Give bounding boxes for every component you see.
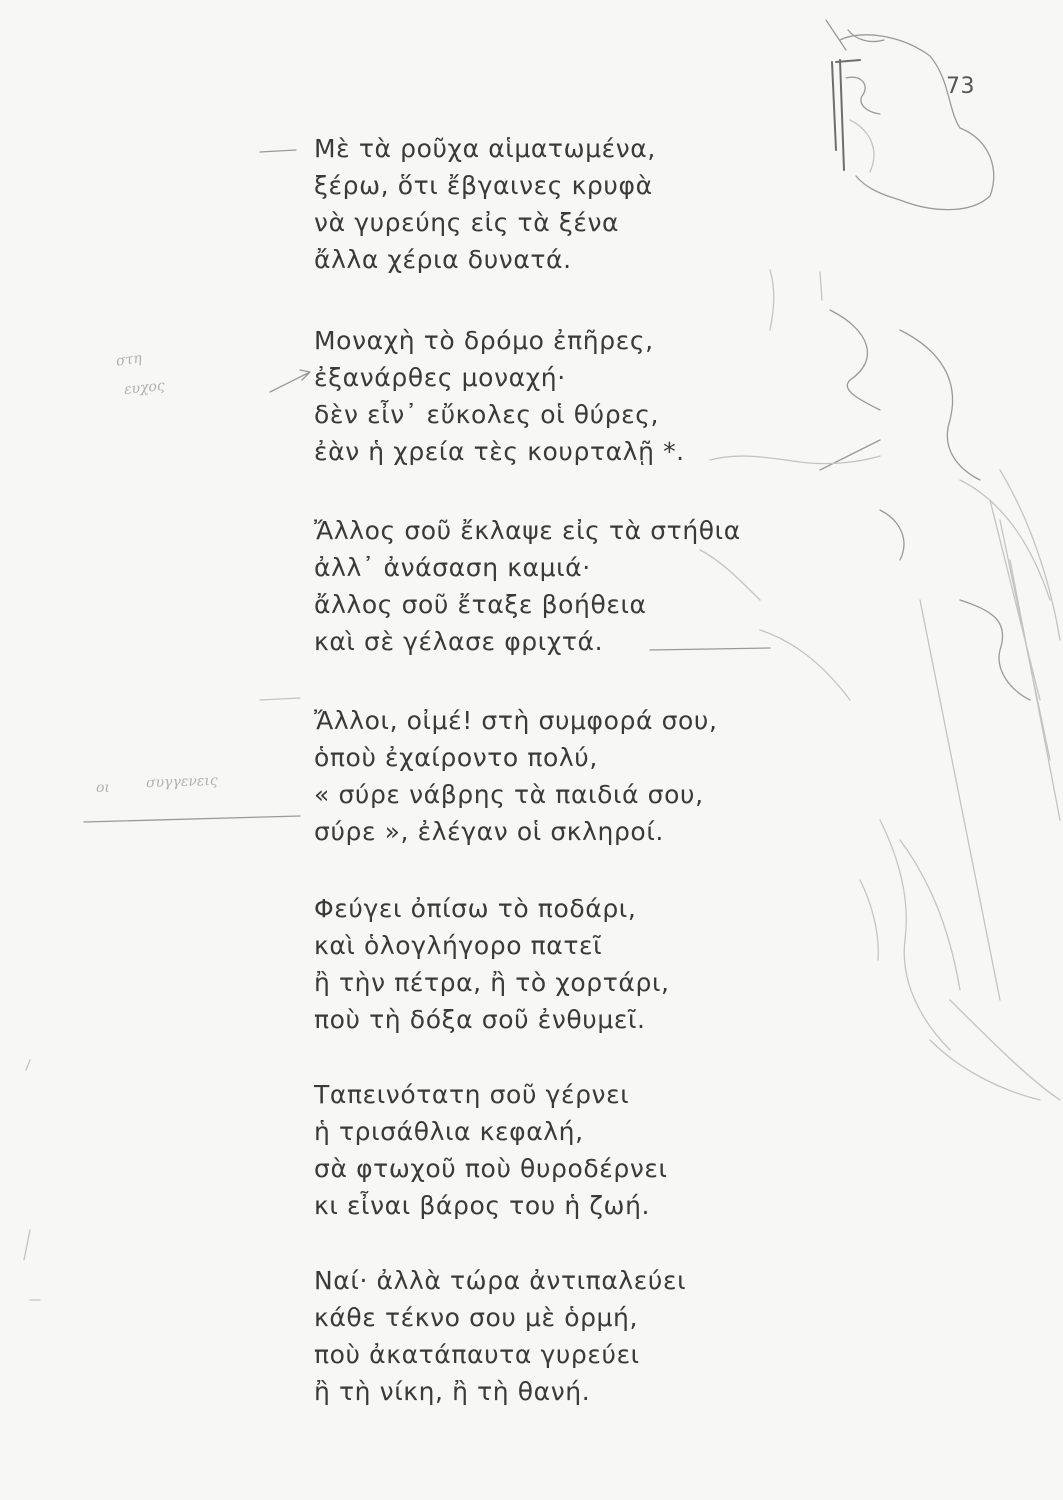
poem-line: ξέρω, ὅτι ἔβγαινες κρυφὰ [314,171,653,200]
poem-line: ποὺ τὴ δόξα σοῦ ἐνθυμεῖ. [314,1005,646,1034]
margin-note-4: συγγενεις [145,772,218,792]
poem-line: καὶ σὲ γέλασε φριχτά. [314,627,604,656]
margin-note-1: στη [115,350,143,370]
margin-note-3: οι [96,780,110,796]
poem-line: νὰ γυρεύης εἰς τὰ ξένα [314,208,620,237]
stanza-1 [314,130,656,278]
poem-line: ποὺ ἀκατάπαυτα γυρεύει [314,1340,640,1369]
poem-line: σύρε », ἐλέγαν οἱ σκληροί. [314,817,664,846]
stanza-6 [314,1076,668,1224]
stanza-5 [314,890,670,1038]
poem-line: ὁποὺ ἐχαίροντο πολύ, [314,743,598,772]
poem-line: σὰ φτωχοῦ ποὺ θυροδέρνει [314,1154,668,1183]
margin-note-2: ευχος [123,377,166,399]
stanza-4 [314,702,718,850]
poem-line: Μὲ τὰ ροῦχα αἱματωμένα, [314,134,656,163]
page-number: 73 [946,74,975,99]
poem-line: κι εἶναι βάρος του ἡ ζωή. [314,1191,651,1220]
poem-line: Ἄλλοι, οἰμέ! στὴ συμφορά σου, [314,706,718,735]
poem-line: Ταπεινότατη σοῦ γέρνει [314,1080,630,1109]
poem-line: Φεύγει ὀπίσω τὸ ποδάρι, [314,894,637,923]
poem-line: « σύρε νάβρης τὰ παιδιά σου, [314,780,704,809]
stanza-2 [314,322,685,470]
stanza-7 [314,1262,686,1410]
poem-line: Μοναχὴ τὸ δρόμο ἐπῆρες, [314,326,654,355]
poem-line: Ναί· ἀλλὰ τώρα ἀντιπαλεύει [314,1266,687,1295]
poem-line: κάθε τέκνο σου μὲ ὁρμή, [314,1303,639,1332]
poem-line: ἀλλ᾽ ἀνάσαση καμιά· [314,553,591,582]
poem-line: ἢ τὴν πέτρα, ἢ τὸ χορτάρι, [314,968,670,997]
poem-line: ἄλλος σοῦ ἔταξε βοήθεια [314,590,647,619]
poem-line: ἄλλα χέρια δυνατά. [314,245,572,274]
poem-line: ἡ τρισάθλια κεφαλή, [314,1117,584,1146]
poem-line: καὶ ὁλογλήγορο πατεῖ [314,931,603,960]
stanza-3 [314,512,741,660]
poem-line: δὲν εἶν᾽ εὔκολες οἱ θύρες, [314,400,660,429]
poem-line: Ἄλλος σοῦ ἔκλαψε εἰς τὰ στήθια [314,516,741,545]
poem-line: ἐξανάρθες μοναχή· [314,363,566,392]
poem-line: ἐὰν ἡ χρεία τὲς κουρταλῇ *. [314,437,685,466]
poem-line: ἢ τὴ νίκη, ἢ τὴ θανή. [314,1377,591,1406]
